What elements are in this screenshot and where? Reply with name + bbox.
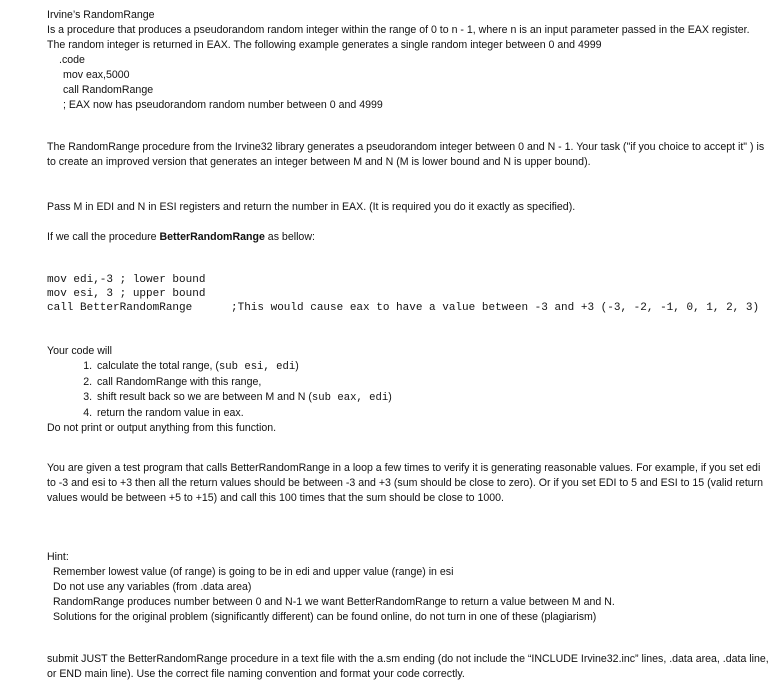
step-item (95, 375, 769, 390)
example-call: call BetterRandomRange (47, 302, 193, 314)
step-text-end: ) (388, 391, 392, 403)
submit-text: submit JUST the BetterRandomRange procedure in a text file with the a.sm ending (do not include the “INCLUDE Irvine32.inc” lines, .data area, .data line, or END main line). Use the correct file naming convention and format your code correctly. (47, 653, 769, 680)
intro-code (47, 53, 769, 113)
example-code (47, 273, 769, 315)
step-item (95, 359, 769, 375)
call-text-post: as bellow: (264, 231, 315, 243)
step-text-end: ) (295, 360, 299, 372)
hint-line: Remember lowest value (of range) is going to be in edi and upper value (range) in esi (53, 566, 454, 578)
task-paragraph (47, 140, 769, 170)
intro-code-line: call RandomRange (63, 84, 154, 96)
call-text (47, 230, 769, 245)
intro-section (47, 8, 769, 113)
step-code: sub eax, edi (311, 392, 389, 404)
steps-list (47, 359, 769, 421)
intro-description: Is a procedure that produces a pseudorandom random integer within the range of 0 to n - 1, where n is an input parameter passed in the EAX register. The random integer is returned in EAX. The following example generates a single random integer between 0 and 4999 (47, 24, 750, 51)
test-text: You are given a test program that calls BetterRandomRange in a loop a few times to verify it is generating reasonable values. For example, if you set edi to -3 and esi to +3 then all the return values should be between -3 and +3 (sum should be close to zero). Or if you set EDI to 5 and ESI to 15 (valid return values would be between +5 to +15) and call this 100 times that the sum should be close to 1000. (47, 462, 764, 504)
example-code-line: mov esi, 3 ; upper bound (47, 288, 206, 300)
call-paragraph (47, 230, 769, 245)
step-item (95, 406, 769, 421)
step-text: call RandomRange with this range, (97, 376, 262, 388)
example-comment: ;This would cause eax to have a value between -3 and +3 (-3, -2, -1, 0, 1, 2, 3) (231, 302, 760, 314)
intro-code-line: .code (59, 54, 85, 66)
step-text: calculate the total range, ( (97, 360, 219, 372)
hint-section (47, 550, 769, 625)
task-text: The RandomRange procedure from the Irvine32 library generates a pseudorandom integer between 0 and N - 1. Your task ("if you choice to accept it" ) is to create an improved version that generates an integer between M and N (M is lower bound and N is upper bound). (47, 141, 765, 168)
intro-code-line: mov eax,5000 (63, 69, 130, 81)
step-item (95, 390, 769, 406)
hint-line: Do not use any variables (from .data area) (53, 581, 252, 593)
example-code-line (47, 301, 769, 315)
step-text: return the random value in eax. (97, 407, 244, 419)
steps-footer: Do not print or output anything from this function. (47, 422, 277, 434)
register-text: Pass M in EDI and N in ESI registers and return the number in EAX. (It is required you do it exactly as specified). (47, 201, 576, 213)
example-code-line: mov edi,-3 ; lower bound (47, 274, 206, 286)
submit-section (47, 652, 769, 682)
intro-code-line: ; EAX now has pseudorandom random number between 0 and 4999 (63, 99, 383, 111)
steps-section (47, 344, 769, 436)
test-section (47, 461, 769, 506)
hint-line: RandomRange produces number between 0 and N-1 we want BetterRandomRange to return a value between M and N. (53, 596, 615, 608)
steps-heading: Your code will (47, 345, 112, 357)
register-paragraph (47, 200, 769, 215)
step-code: sub esi, edi (218, 361, 296, 373)
call-text-pre: If we call the procedure (47, 231, 160, 243)
hint-line: Solutions for the original problem (significantly different) can be found online, do not turn in one of these (plagiarism) (53, 611, 597, 623)
intro-title: Irvine’s RandomRange (47, 9, 155, 21)
step-text: shift result back so we are between M and N ( (97, 391, 312, 403)
procedure-name: BetterRandomRange (159, 231, 265, 243)
hint-lines (47, 565, 769, 625)
hint-title: Hint: (47, 551, 69, 563)
